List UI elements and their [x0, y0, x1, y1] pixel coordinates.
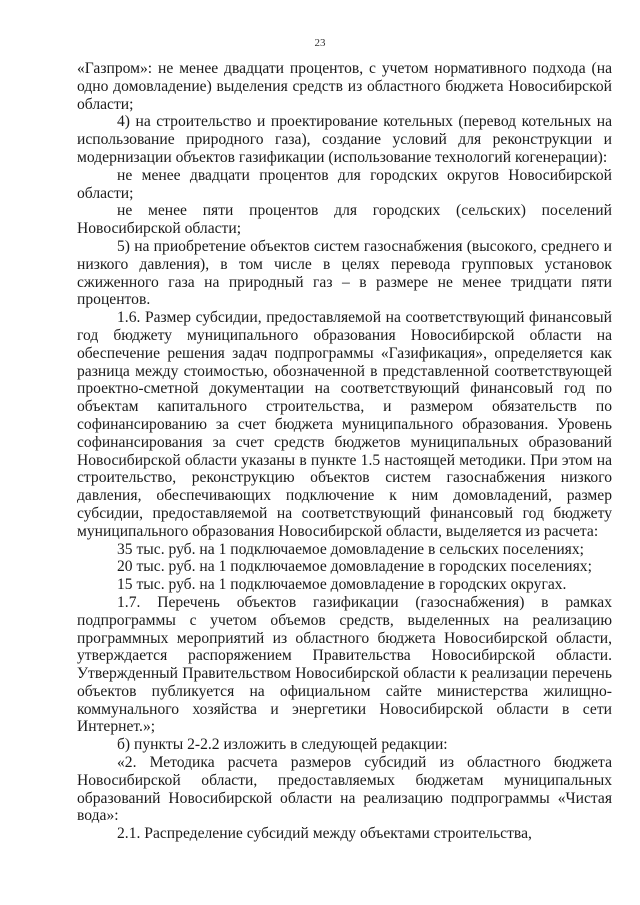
paragraph: 5) на приобретение объектов систем газоснабжения (высокого, среднего и низкого давления), в том числе в целях перевода групповых установок сжиженного газа на природный газ – в размере не менее тридцати пяти процентов. — [77, 237, 612, 309]
paragraph: 35 тыс. руб. на 1 подключаемое домовладение в сельских поселениях; — [117, 540, 584, 558]
page-number: 23 — [314, 37, 326, 49]
document-body — [77, 60, 612, 843]
paragraph: «2. Методика расчета размеров субсидий из областного бюджета Новосибирской области, предоставляемых бюджетам муниципальных образований Новосибирской области на реализацию подпрограммы «Чистая вода»: — [77, 754, 612, 825]
paragraph: 2.1. Распределение субсидий между объектами строительства, — [117, 825, 532, 843]
paragraph: не менее пяти процентов для городских (сельских) поселений Новосибирской области; — [77, 202, 612, 238]
paragraph: 15 тыс. руб. на 1 подключаемое домовладение в городских округах. — [117, 576, 567, 594]
paragraph: не менее двадцати процентов для городских округов Новосибирской области; — [77, 166, 612, 202]
paragraph: 1.7. Перечень объектов газификации (газоснабжения) в рамках подпрограммы с учетом объемов средств, выделенных на реализацию программных мероприятий из областного бюджета Новосибирской области, утверждается распоряжением Правительства Новосибирской области. Утвержденный Правительством Новосибирской области к реализации перечень объектов публикуется на официальном сайте министерства жилищно-коммунального хозяйства и энергетики Новосибирской области в сети Интернет.»; — [77, 593, 612, 736]
paragraph: б) пункты 2-2.2 изложить в следующей редакции: — [117, 736, 448, 754]
paragraph: 20 тыс. руб. на 1 подключаемое домовладение в городских поселениях; — [117, 558, 592, 576]
paragraph: 1.6. Размер субсидии, предоставляемой на соответствующий финансовый год бюджету муниципального образования Новосибирской области на обеспечение решения задач подпрограммы «Газификация», определяется как разница между стоимостью, обозначенной в представленной соответствующей проектно-сметной документации на соответствующий финансовый год по объектам капитального строительства, и размером обязательств по софинансированию за счет бюджета муниципального образования. Уровень софинансирования за счет средств бюджетов муниципальных образований Новосибирской области указаны в пункте 1.5 настоящей методики. При этом на строительство, реконструкцию объектов систем газоснабжения низкого давления, обеспечивающих подключение к ним домовладений, размер субсидии, предоставляемой на соответствующий финансовый год бюджету муниципального образования Новосибирской области, выделяется из расчета: — [77, 309, 612, 540]
paragraph: «Газпром»: не менее двадцати процентов, с учетом нормативного подхода (на одно домовладение) выделения средств из областного бюджета Новосибирской области; — [77, 60, 612, 113]
paragraph: 4) на строительство и проектирование котельных (перевод котельных на использование природного газа), создание условий для реконструкции и модернизации объектов газификации (использование технологий когенерации): — [77, 113, 612, 166]
